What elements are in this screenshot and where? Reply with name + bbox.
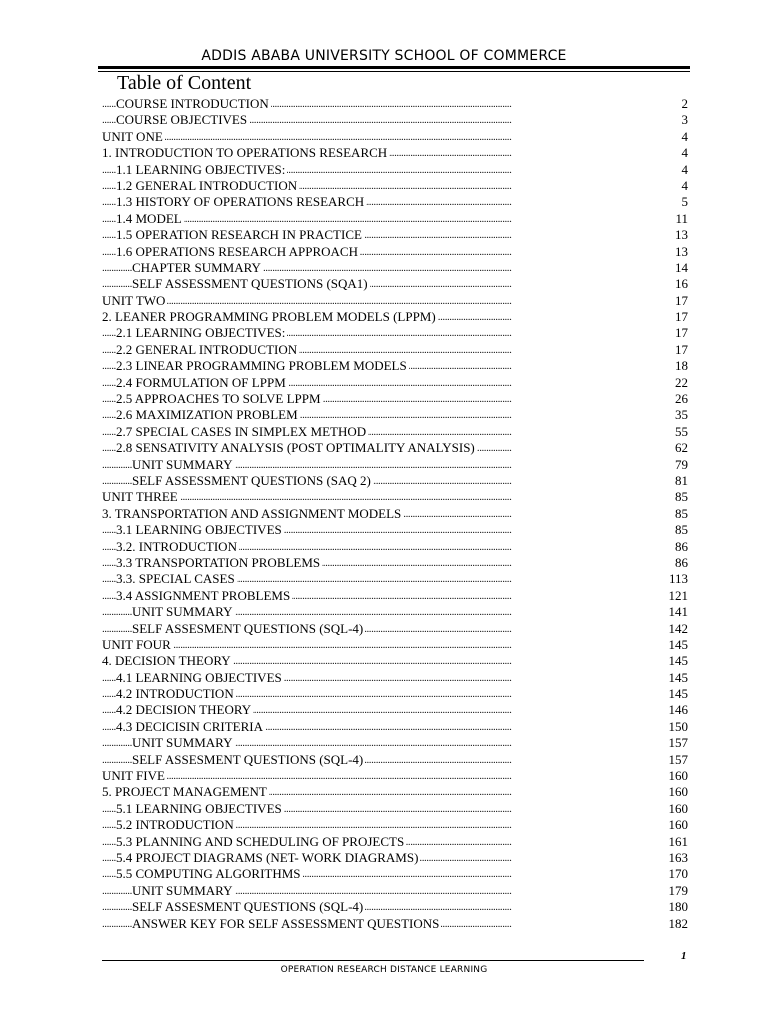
toc-entry-page: 4 [679, 145, 689, 161]
toc-entry-label: 1.2 GENERAL INTRODUCTION [116, 177, 298, 193]
toc-entry[interactable] [102, 129, 688, 145]
toc-entry-label: 3. TRANSPORTATION AND ASSIGNMENT MODELS [102, 505, 402, 521]
toc-entry[interactable] [102, 604, 688, 620]
toc-entry-label: SELF ASSESMENT QUESTIONS (SQL-4) [132, 751, 364, 767]
toc-entry-page: 4 [679, 129, 689, 145]
footer-rule [102, 960, 644, 961]
toc-entry[interactable] [102, 539, 688, 555]
toc-entry-label: 4.2 DECISION THEORY [116, 702, 252, 718]
toc-entry-label: 2.8 SENSATIVITY ANALYSIS (POST OPTIMALITY ANALYSIS) [116, 440, 475, 456]
toc-entry[interactable] [102, 178, 688, 194]
toc-entry[interactable] [102, 358, 688, 374]
toc-entry[interactable] [102, 194, 688, 210]
toc-entry-page: 3 [679, 112, 689, 128]
toc-entry[interactable] [102, 293, 688, 309]
toc-entry-page: 150 [666, 719, 689, 735]
toc-entry[interactable] [102, 752, 688, 768]
toc-entry-label: 3.4 ASSIGNMENT PROBLEMS [116, 587, 291, 603]
toc-entry[interactable] [102, 784, 688, 800]
toc-entry[interactable] [102, 735, 688, 751]
toc-entry-page: 85 [672, 506, 688, 522]
toc-entry[interactable] [102, 407, 688, 423]
toc-entry-page: 161 [666, 834, 689, 850]
toc-entry-page: 160 [666, 768, 689, 784]
toc-entry-label: UNIT FIVE [102, 768, 165, 784]
toc-entry-label: SELF ASSESSMENT QUESTIONS (SQA1) [132, 276, 368, 292]
toc-entry-page: 11 [672, 211, 688, 227]
header-rule [98, 66, 690, 69]
toc-entry[interactable] [102, 391, 688, 407]
toc-entry-label: 2.3 LINEAR PROGRAMMING PROBLEM MODELS [116, 358, 407, 374]
toc-entry-label: 3.3. SPECIAL CASES [116, 571, 235, 587]
toc-entry-label: UNIT FOUR [102, 636, 171, 652]
toc-entry-page: 145 [666, 686, 689, 702]
toc-entry-label: SELF ASSESSMENT QUESTIONS (SAQ 2) [132, 472, 371, 488]
toc-entry[interactable] [102, 489, 688, 505]
toc-entry[interactable] [102, 506, 688, 522]
toc-entry-label: CHAPTER SUMMARY [132, 259, 261, 275]
toc-entry-label: UNIT TWO [102, 292, 166, 308]
toc-entry-label: 1.6 OPERATIONS RESEARCH APPROACH [116, 243, 358, 259]
toc-entry-page: 179 [666, 883, 689, 899]
toc-entry-label: UNIT SUMMARY [132, 735, 233, 751]
toc-entry-label: 1.1 LEARNING OBJECTIVES: [116, 161, 286, 177]
toc-entry-page: 5 [679, 194, 689, 210]
toc-entry-label: SELF ASSESMENT QUESTIONS (SQL-4) [132, 899, 364, 915]
toc-entry-page: 17 [672, 293, 688, 309]
toc-entry-page: 13 [672, 244, 688, 260]
toc-entry[interactable] [102, 375, 688, 391]
toc-entry[interactable] [102, 899, 688, 915]
toc-entry[interactable] [102, 325, 688, 341]
toc-entry-page: 4 [679, 162, 689, 178]
toc-entry-label: 3.1 LEARNING OBJECTIVES [116, 522, 282, 538]
toc-entry-page: 182 [666, 916, 689, 932]
toc-entry-page: 17 [672, 309, 688, 325]
toc-entry-page: 17 [672, 325, 688, 341]
toc-entry-page: 170 [666, 866, 689, 882]
toc-entry-label: 3.2. INTRODUCTION [116, 538, 237, 554]
toc-entry-page: 86 [672, 539, 688, 555]
toc-entry-page: 145 [666, 670, 689, 686]
toc-entry[interactable] [102, 522, 688, 538]
toc-entry-label: 5.5 COMPUTING ALGORITHMS [116, 866, 301, 882]
toc-entry-page: 86 [672, 555, 688, 571]
toc-entry-page: 79 [672, 457, 688, 473]
toc-entry[interactable] [102, 817, 688, 833]
toc-entry-label: 4.3 DECICISIN CRITERIA [116, 718, 263, 734]
toc-entry-page: 13 [672, 227, 688, 243]
toc-entry-page: 160 [666, 784, 689, 800]
toc-entry-label: 4.2 INTRODUCTION [116, 686, 234, 702]
toc-entry[interactable] [102, 768, 688, 784]
toc-title: Table of Content [117, 72, 252, 94]
page-header: ADDIS ABABA UNIVERSITY SCHOOL OF COMMERCE [201, 48, 567, 64]
toc-entry[interactable] [102, 96, 688, 112]
toc-entry-label: UNIT SUMMARY [132, 604, 233, 620]
toc-entry[interactable] [102, 571, 688, 587]
toc-entry[interactable] [102, 637, 688, 653]
toc-entry[interactable] [102, 112, 688, 128]
toc-entry-label: 1.3 HISTORY OF OPERATIONS RESEARCH [116, 194, 365, 210]
toc-entry-page: 113 [666, 571, 688, 587]
toc-entry[interactable] [102, 834, 688, 850]
toc-entry-page: 85 [672, 522, 688, 538]
toc-entry-label: 2. LEANER PROGRAMMING PROBLEM MODELS (LPPM) [102, 309, 436, 325]
toc-entry-label: 2.7 SPECIAL CASES IN SIMPLEX METHOD [116, 423, 367, 439]
toc-entry-label: 5.1 LEARNING OBJECTIVES [116, 800, 282, 816]
toc-entry-page: 35 [672, 407, 688, 423]
toc-entry-label: 4. DECISION THEORY [102, 653, 231, 669]
page-number: 1 [681, 950, 687, 962]
toc-entry-page: 157 [666, 735, 689, 751]
toc-entry-page: 14 [672, 260, 688, 276]
toc-entry-page: 163 [666, 850, 689, 866]
toc-entry-page: 180 [666, 899, 689, 915]
toc-entry[interactable] [102, 916, 688, 932]
toc-entry-label: 2.5 APPROACHES TO SOLVE LPPM [116, 391, 321, 407]
toc-entry[interactable] [102, 309, 688, 325]
toc-entry-page: 146 [666, 702, 689, 718]
toc-entry[interactable] [102, 473, 688, 489]
toc-entry[interactable] [102, 702, 688, 718]
toc-entry-page: 145 [666, 637, 689, 653]
toc-entry[interactable] [102, 653, 688, 669]
toc-entry-page: 121 [666, 588, 689, 604]
toc-entry[interactable] [102, 276, 688, 292]
toc-entry-label: 1. INTRODUCTION TO OPERATIONS RESEARCH [102, 145, 388, 161]
toc-entry-page: 4 [679, 178, 689, 194]
toc-entry[interactable] [102, 342, 688, 358]
toc-entry[interactable] [102, 621, 688, 637]
toc-entry[interactable] [102, 588, 688, 604]
toc-entry-page: 141 [666, 604, 689, 620]
toc-entry-label: UNIT ONE [102, 128, 163, 144]
toc-entry[interactable] [102, 457, 688, 473]
toc-entry-page: 16 [672, 276, 688, 292]
page-footer: OPERATION RESEARCH DISTANCE LEARNING [280, 965, 488, 975]
toc-entry[interactable] [102, 145, 688, 161]
toc-entry-page: 160 [666, 817, 689, 833]
toc-entry[interactable] [102, 686, 688, 702]
toc-entry-label: UNIT THREE [102, 489, 178, 505]
toc-entry-label: UNIT SUMMARY [132, 456, 233, 472]
toc-entry[interactable] [102, 850, 688, 866]
toc-entry-page: 160 [666, 801, 689, 817]
toc-entry-label: UNIT SUMMARY [132, 882, 233, 898]
toc-entry-label: 4.1 LEARNING OBJECTIVES [116, 669, 282, 685]
toc-entry-page: 145 [666, 653, 689, 669]
toc-entry[interactable] [102, 670, 688, 686]
toc-entry-page: 2 [679, 96, 689, 112]
toc-entry-label: 5.3 PLANNING AND SCHEDULING OF PROJECTS [116, 833, 405, 849]
toc-entry[interactable] [102, 883, 688, 899]
toc-entry-label: SELF ASSESMENT QUESTIONS (SQL-4) [132, 620, 364, 636]
toc-entry-page: 55 [672, 424, 688, 440]
toc-entry-label: 1.5 OPERATION RESEARCH IN PRACTICE [116, 227, 362, 243]
toc-entry-page: 17 [672, 342, 688, 358]
toc-entry[interactable] [102, 440, 688, 456]
toc-entry[interactable] [102, 211, 688, 227]
toc-entry-label: COURSE INTRODUCTION [116, 96, 269, 111]
toc-entry-label: 5. PROJECT MANAGEMENT [102, 784, 267, 800]
toc-entry-page: 157 [666, 752, 689, 768]
toc-entry-label: ANSWER KEY FOR SELF ASSESSMENT QUESTIONS [132, 915, 440, 931]
toc-entry-label: 2.6 MAXIMIZATION PROBLEM [116, 407, 298, 423]
toc-entry[interactable] [102, 227, 688, 243]
toc-entry-label: 2.4 FORMULATION OF LPPM [116, 374, 286, 390]
toc-entry-page: 18 [672, 358, 688, 374]
toc-entry[interactable] [102, 801, 688, 817]
toc-entry[interactable] [102, 244, 688, 260]
table-of-contents [102, 96, 688, 932]
toc-entry-label: 2.1 LEARNING OBJECTIVES: [116, 325, 286, 341]
toc-entry-page: 22 [672, 375, 688, 391]
toc-entry[interactable] [102, 555, 688, 571]
toc-entry-page: 81 [672, 473, 688, 489]
toc-entry-page: 85 [672, 489, 688, 505]
toc-entry-label: 5.2 INTRODUCTION [116, 817, 234, 833]
toc-entry-page: 142 [666, 621, 689, 637]
toc-entry[interactable] [102, 719, 688, 735]
toc-entry[interactable] [102, 866, 688, 882]
toc-entry-label: 2.2 GENERAL INTRODUCTION [116, 341, 298, 357]
toc-entry-page: 62 [672, 440, 688, 456]
toc-entry-label: 3.3 TRANSPORTATION PROBLEMS [116, 554, 321, 570]
toc-entry-label: COURSE OBJECTIVES [116, 112, 248, 128]
toc-entry-page: 26 [672, 391, 688, 407]
toc-entry[interactable] [102, 424, 688, 440]
toc-entry-label: 1.4 MODEL [116, 210, 182, 226]
toc-entry-label: 5.4 PROJECT DIAGRAMS (NET- WORK DIAGRAMS) [116, 849, 419, 865]
toc-entry[interactable] [102, 260, 688, 276]
toc-entry[interactable] [102, 162, 688, 178]
